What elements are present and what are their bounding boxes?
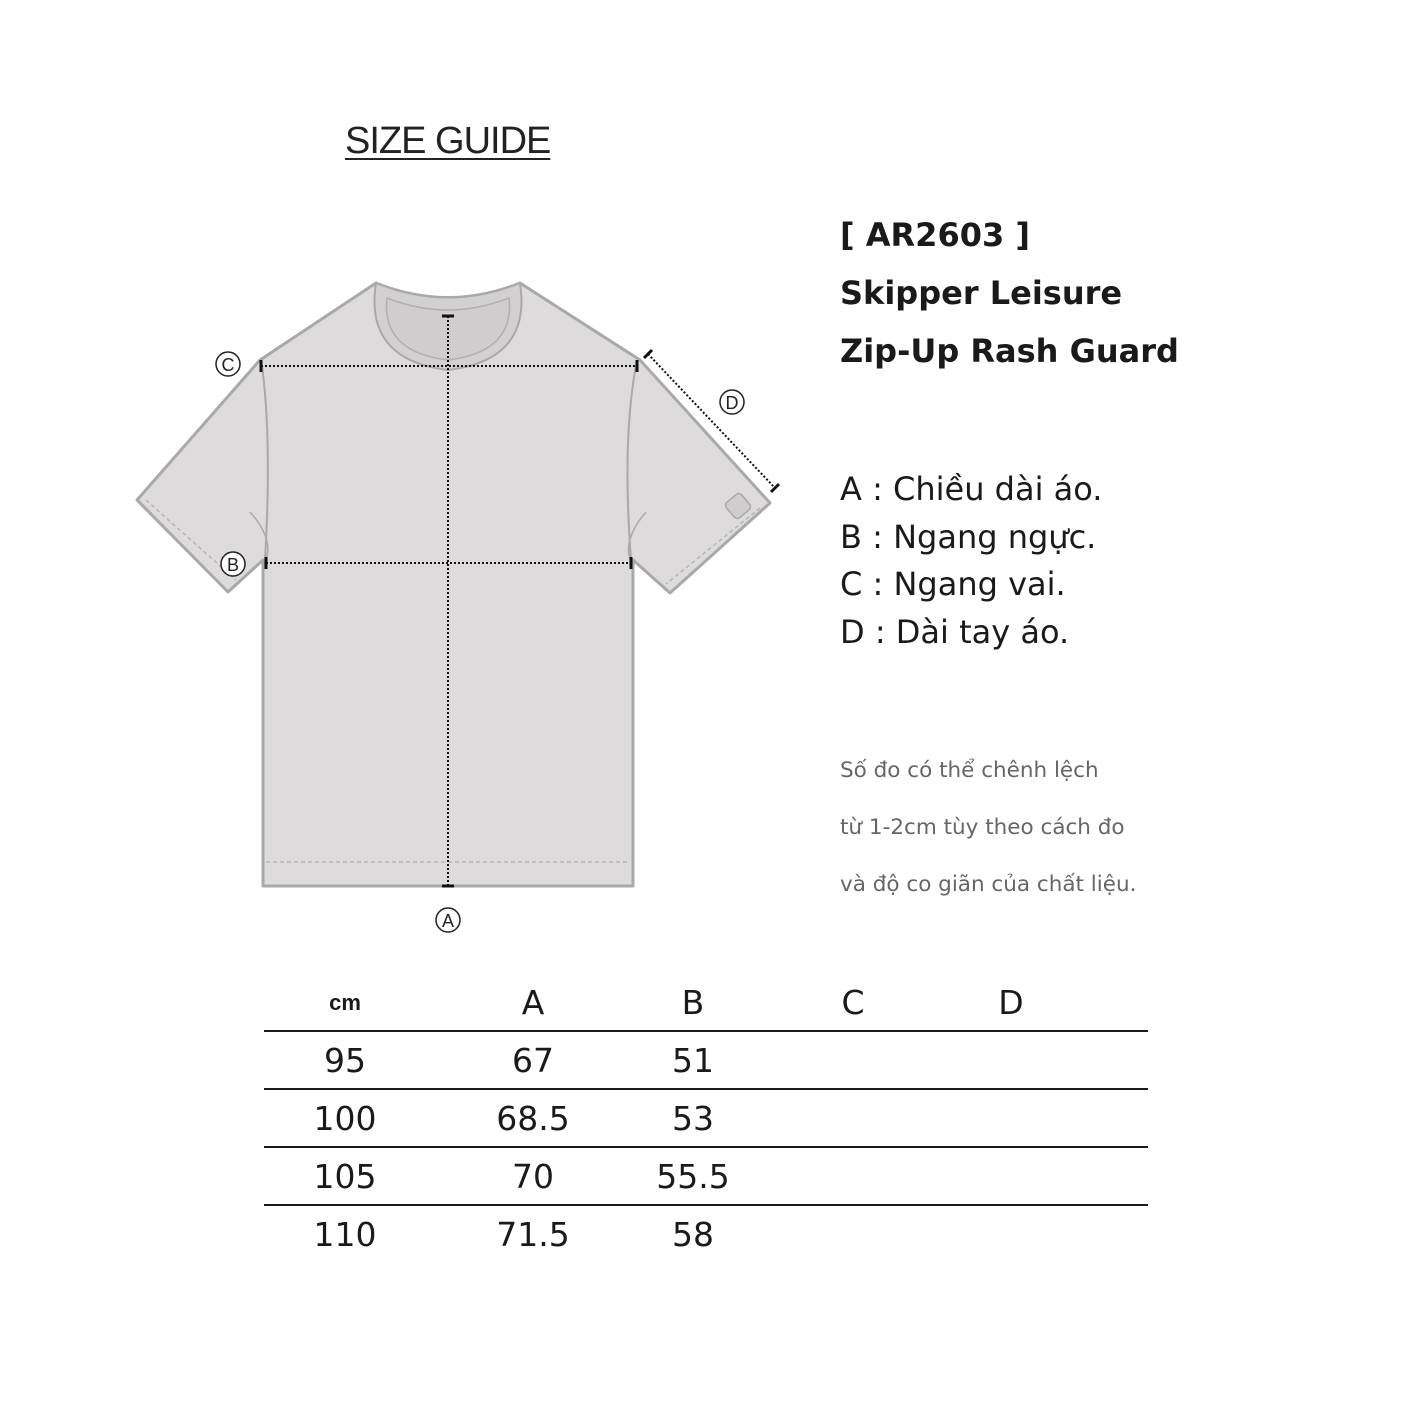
cell-c (746, 1205, 960, 1262)
note-line: và độ co giãn của chất liệu. (840, 872, 1137, 897)
cell-c (746, 1089, 960, 1147)
table-row (264, 1031, 1148, 1089)
svg-text:A: A (441, 911, 455, 931)
note-line: từ 1-2cm tùy theo cách đo (840, 815, 1125, 840)
table-row (264, 1089, 1148, 1147)
cell-a: 71.5 (426, 1205, 640, 1262)
cell-b: 58 (640, 1205, 746, 1262)
marker-c (216, 352, 240, 376)
cell-a: 70 (426, 1147, 640, 1205)
marker-b (221, 552, 245, 576)
header-a: A (521, 983, 545, 1022)
cell-a: 68.5 (426, 1089, 640, 1147)
legend-item-d: D : Dài tay áo. (840, 612, 1070, 651)
product-name-line1: Skipper Leisure (840, 274, 1123, 312)
note-line: Số đo có thể chênh lệch (840, 758, 1099, 783)
measurement-note (840, 742, 1136, 913)
size-table (264, 975, 1148, 1262)
table-row (264, 1205, 1148, 1262)
svg-text:B: B (226, 555, 240, 575)
product-name-line2: Zip-Up Rash Guard (840, 332, 1179, 370)
cell-size: 95 (264, 1031, 426, 1089)
legend-item-b: B : Ngang ngực. (840, 517, 1097, 556)
cell-d (960, 1089, 1062, 1147)
product-code: [ AR2603 ] (840, 216, 1030, 254)
table-row (264, 1147, 1148, 1205)
header-c: C (841, 983, 865, 1022)
page-title: SIZE GUIDE (345, 120, 551, 162)
header-d: D (998, 983, 1024, 1022)
cell-d (960, 1031, 1062, 1089)
measurement-legend (840, 466, 1102, 656)
legend-item-c: C : Ngang vai. (840, 565, 1066, 603)
cell-size: 105 (264, 1147, 426, 1205)
marker-a (436, 908, 460, 932)
cell-b: 51 (640, 1031, 746, 1089)
cell-size: 100 (264, 1089, 426, 1147)
cell-d (960, 1147, 1062, 1205)
header-b: B (681, 983, 705, 1022)
cell-b: 53 (640, 1089, 746, 1147)
table-header-row (264, 975, 1148, 1031)
cell-b: 55.5 (640, 1147, 746, 1205)
cell-c (746, 1147, 960, 1205)
svg-text:C: C (221, 355, 235, 375)
svg-text:D: D (725, 393, 739, 413)
cell-a: 67 (426, 1031, 640, 1089)
cell-d (960, 1205, 1062, 1262)
cell-c (746, 1031, 960, 1089)
legend-item-a: A : Chiều dài áo. (840, 470, 1103, 508)
cell-size: 110 (264, 1205, 426, 1262)
marker-d (720, 390, 744, 414)
header-unit: cm (329, 989, 361, 1015)
